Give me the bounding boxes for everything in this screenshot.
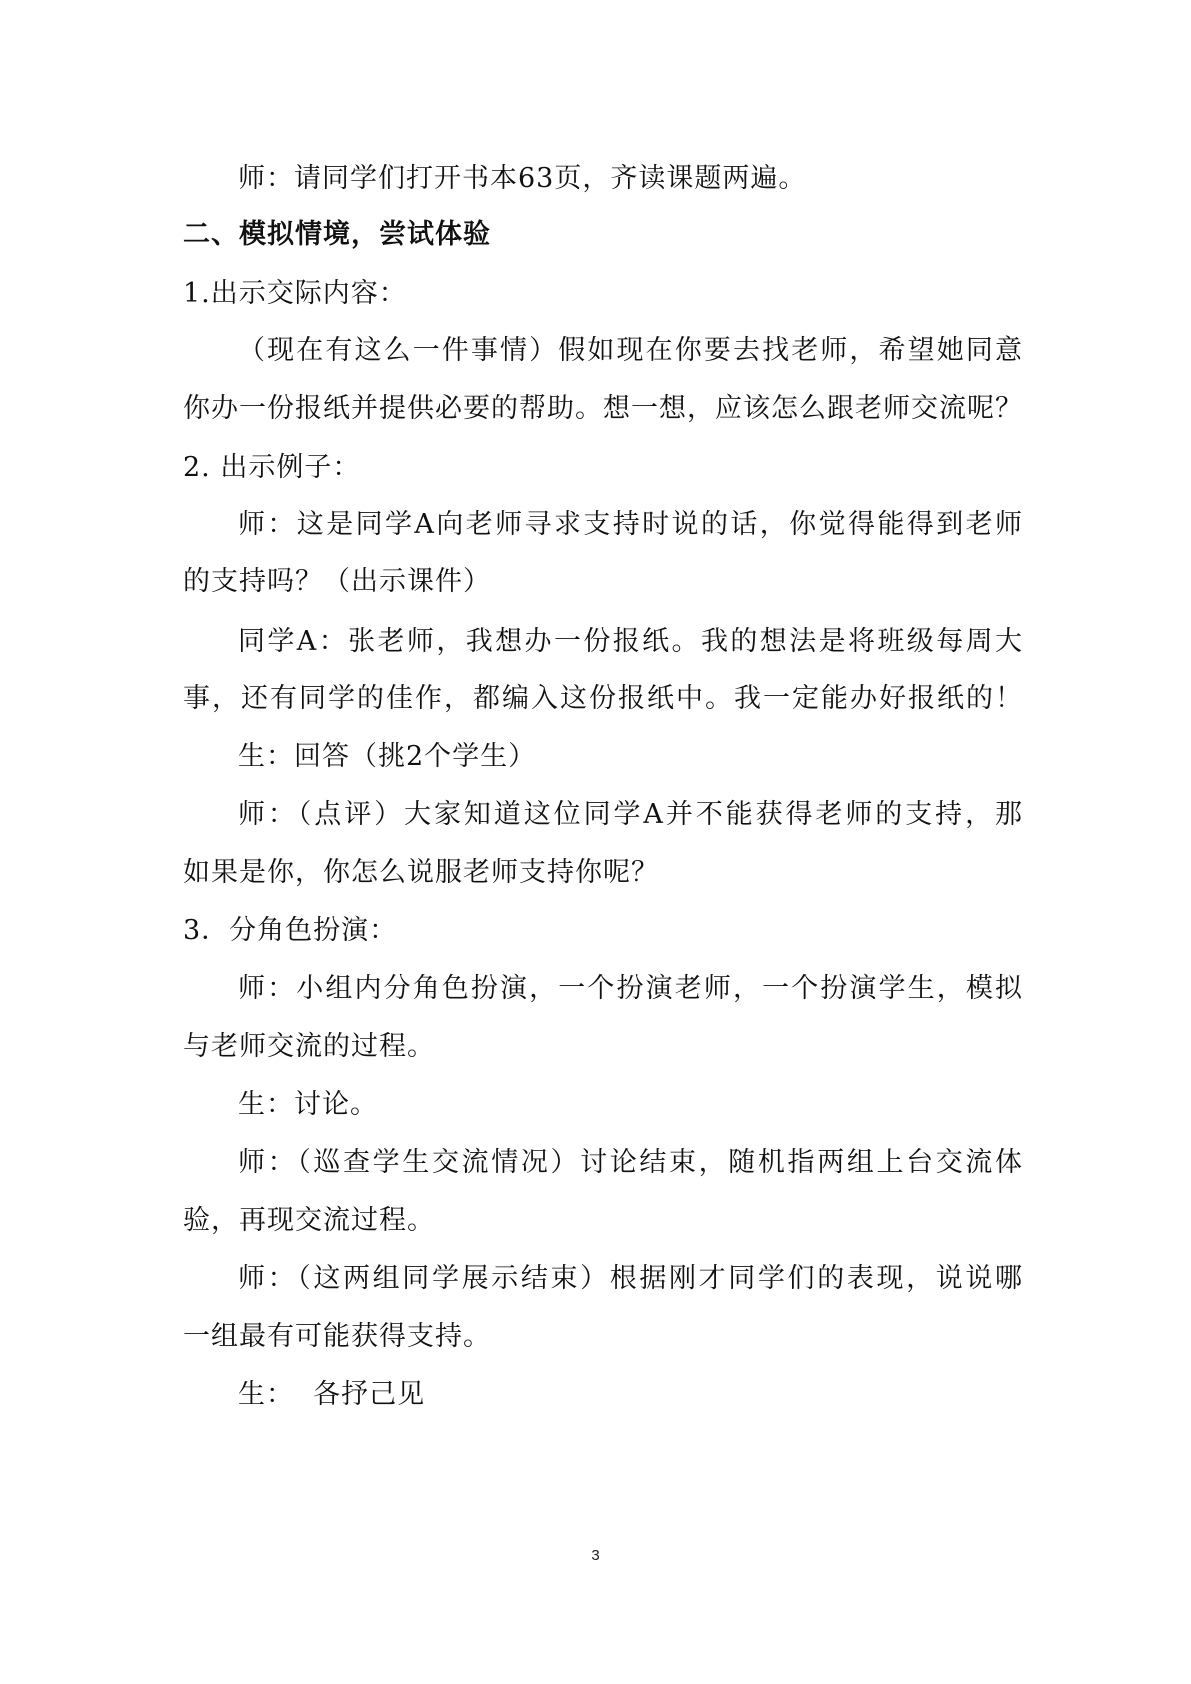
paragraph-line: 同学A：张老师，我想办一份报纸。我的想法是将班级每周大 <box>238 626 1023 657</box>
paragraph-line: 生：讨论。 <box>238 1089 378 1120</box>
paragraph-line: 生： 各抒己见 <box>238 1379 426 1410</box>
paragraph-line: 师：这是同学A向老师寻求支持时说的话，你觉得能得到老师 <box>238 509 1023 540</box>
paragraph-line: 师：（巡查学生交流情况）讨论结束，随机指两组上台交流体 <box>238 1147 1023 1178</box>
paragraph-line: 的支持吗？（出示课件） <box>183 566 491 597</box>
paragraph-line: 事，还有同学的佳作，都编入这份报纸中。我一定能办好报纸的！ <box>183 683 1023 714</box>
paragraph-line: 师：（点评）大家知道这位同学A并不能获得老师的支持，那 <box>238 799 1023 830</box>
list-item-heading: 3．分角色扮演： <box>183 915 398 946</box>
paragraph-line: 你办一份报纸并提供必要的帮助。想一想，应该怎么跟老师交流呢？ <box>183 393 1023 424</box>
paragraph-line: （现在有这么一件事情）假如现在你要去找老师，希望她同意 <box>238 335 1023 366</box>
paragraph-line: 师：（这两组同学展示结束）根据刚才同学们的表现，说说哪 <box>238 1263 1023 1294</box>
paragraph-line: 生：回答（挑2个学生） <box>238 741 537 772</box>
paragraph-line: 师：小组内分角色扮演，一个扮演老师，一个扮演学生，模拟 <box>238 973 1023 1004</box>
paragraph-line: 一组最有可能获得支持。 <box>183 1321 491 1352</box>
paragraph-line: 验，再现交流过程。 <box>183 1205 435 1236</box>
list-item-heading: 1.出示交际内容： <box>183 278 407 309</box>
list-item-heading: 2. 出示例子： <box>183 452 361 483</box>
paragraph-line: 师：请同学们打开书本63页，齐读课题两遍。 <box>238 163 807 194</box>
paragraph-line: 与老师交流的过程。 <box>183 1031 435 1062</box>
page-number: 3 <box>591 1547 600 1564</box>
paragraph-line: 如果是你，你怎么说服老师支持你呢？ <box>183 857 659 888</box>
section-heading: 二、模拟情境，尝试体验 <box>183 219 491 250</box>
